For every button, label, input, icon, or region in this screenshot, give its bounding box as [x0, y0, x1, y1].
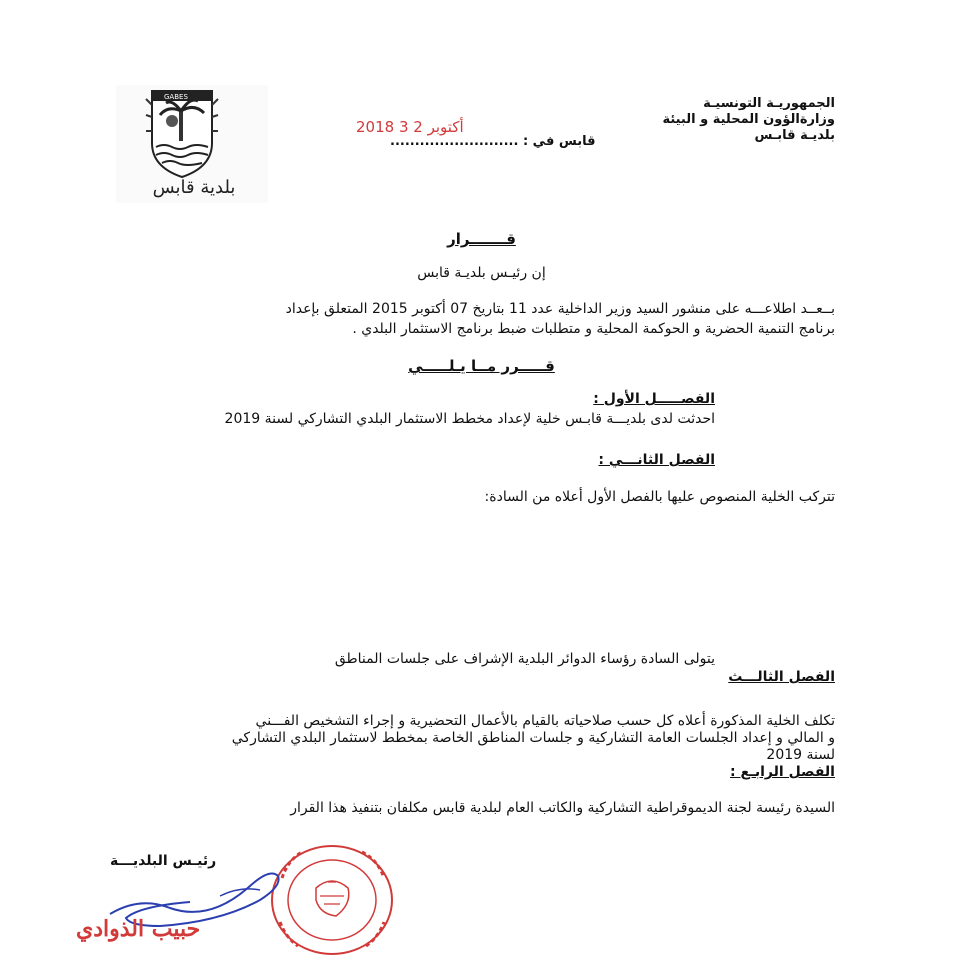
document-title: قـــــــرار [447, 230, 516, 248]
header-block [662, 96, 835, 144]
date-dots: .......................... [390, 134, 519, 149]
section-first-text: احدثت لدى بلديـــة قابـس خلية لإعداد مخطط الاستثمار البلدي التشاركي لسنة 2019 [224, 411, 715, 427]
signed-name-stamp: حبيب الذوادي [76, 916, 201, 942]
signature-label: رئيـس البلديـــة [110, 853, 217, 869]
section-fourth-text: السيدة رئيسة لجنة الديموقراطية التشاركية والكاتب العام لبلدية قابس مكلفان بتنفيذ هذا القرار [290, 800, 835, 816]
date-place: قابس في : [522, 134, 596, 149]
date-line [390, 134, 596, 149]
header-country: الجمهوريـة التونسيـة [703, 96, 835, 111]
header-ministry: وزارةالؤون المحلية و البيئة [662, 112, 835, 127]
header-municipality: بلديـة قابـس [754, 128, 835, 143]
section-first-title: الفصـــــل الأول : [593, 391, 715, 407]
section-third-line-1: تكلف الخلية المذكورة أعلاه كل حسب صلاحياته بالقيام بالأعمال التحضيرية و إجراء التشخيص الفـــني [255, 713, 835, 729]
intro-line: إن رئيـس بلديـة قابس [417, 265, 546, 281]
section-third-line-2: و المالي و إعداد الجلسات العامة التشاركية و جلسات المناطق الخاصة بمخطط لاستثمار البلدي التشاركي [231, 730, 835, 746]
section-second-title: الفصل الثانـــي : [598, 452, 715, 468]
section-fourth-title: الفصل الرابـع : [730, 764, 835, 780]
note-line: يتولى السادة رؤساء الدوائر البلدية الإشراف على جلسات المناطق [334, 651, 715, 667]
municipality-logo [116, 85, 268, 203]
section-third-title: الفصل الثالـــث [728, 669, 835, 685]
decision-heading: قـــــرر مــا يـلـــــي [408, 357, 555, 375]
preamble-line-1: بــعــد اطلاعـــه على منشور السيد وزير الداخلية عدد 11 بتاريخ 07 أكتوبر 2015 المتعلق بإعداد [285, 301, 835, 317]
section-second-intro: تتركب الخلية المنصوص عليها بالفصل الأول أعلاه من السادة: [484, 489, 835, 505]
date-stamp: 2018 أكتوبر 2 3 [356, 118, 464, 136]
section-third-line-3: لسنة 2019 [766, 747, 835, 763]
logo-gabes-text: GABES [164, 93, 188, 101]
preamble-line-2: برنامج التنمية الحضرية و الحوكمة المحلية و متطلبات ضبط برنامج الاستثمار البلدي . [352, 321, 835, 337]
logo-municipality-text: بلدية قابس [152, 177, 236, 198]
